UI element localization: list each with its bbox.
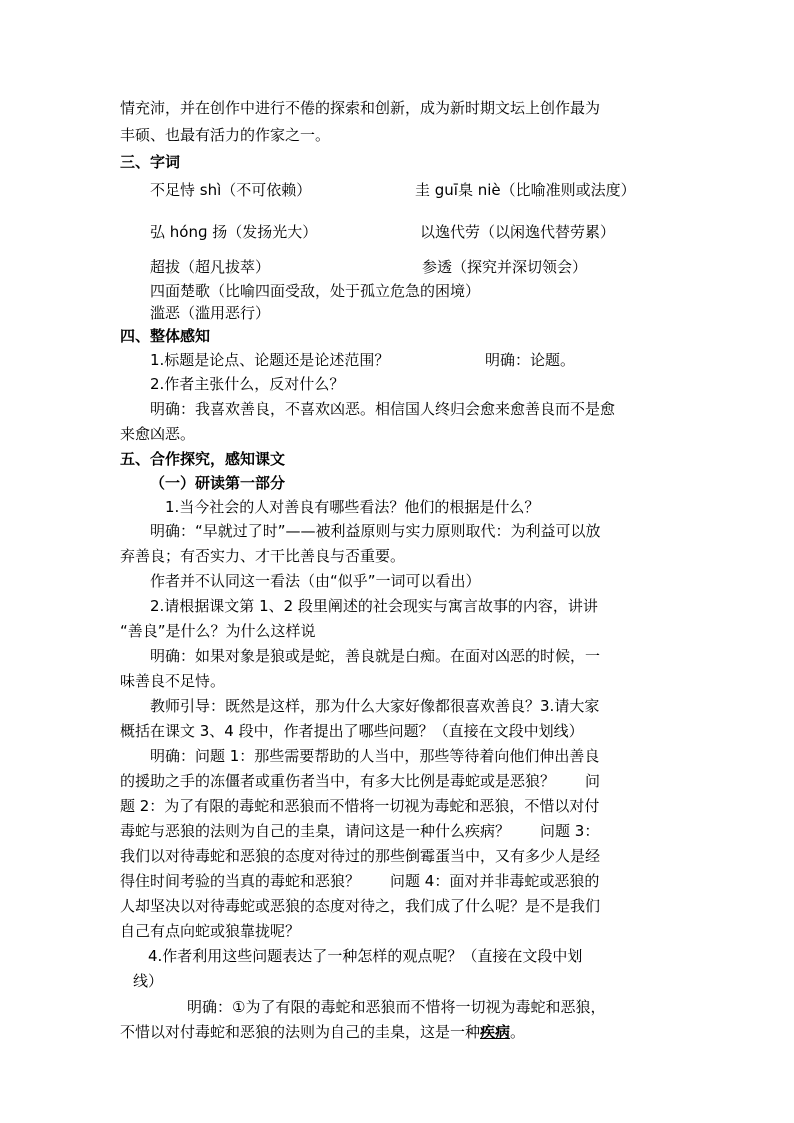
- body-line: 线）: [133, 972, 164, 990]
- body-line: 弃善良；有否实力、才干比善良与否重要。: [120, 547, 406, 565]
- body-line: 1.当今社会的人对善良有哪些看法？他们的根据是什么？: [165, 498, 540, 516]
- subsection-heading: （一）研读第一部分: [150, 474, 286, 492]
- body-line: 题 2：为了有限的毒蛇和恶狼而不惜将一切视为毒蛇和恶狼，不惜以对付: [120, 797, 600, 815]
- vocab-item: 滥恶（滥用恶行）: [150, 304, 271, 322]
- body-line: 得住时间考验的当真的毒蛇和恶狼？ 问题 4：面对并非毒蛇或恶狼的: [120, 872, 600, 890]
- body-text: 。: [510, 1023, 526, 1041]
- vocab-item: 参透（探究并深切领会）: [422, 258, 588, 276]
- answer: 明确：论题。: [485, 351, 576, 369]
- section-heading: 四、整体感知: [120, 327, 211, 345]
- body-line: 人却坚决以对待毒蛇或恶狼的态度对待之，我们成了什么呢？是不是我们: [120, 897, 601, 915]
- intro-line: 情充沛，并在创作中进行不倦的探索和创新，成为新时期文坛上创作最为: [120, 99, 601, 117]
- vocab-item: 超拔（超凡拔萃）: [150, 258, 271, 276]
- body-line: 毒蛇与恶狼的法则为自己的圭臬，请问这是一种什么疾病？ 问题 3：: [120, 822, 600, 840]
- vocab-item: 圭 guī臬 niè（比喻准则或法度）: [415, 181, 636, 199]
- vocab-item: 以逸代劳（以闲逸代替劳累）: [420, 223, 616, 241]
- section-heading: 五、合作探究，感知课文: [120, 450, 286, 468]
- body-text: 不惜以对付毒蛇和恶狼的法则为自己的圭臬，这是一种: [120, 1023, 481, 1041]
- emphasized-term: 疾病: [480, 1023, 511, 1041]
- question: 2.作者主张什么，反对什么？: [150, 375, 345, 393]
- section-heading: 三、字词: [120, 153, 181, 171]
- body-line: 概括在课文 3、4 段中，作者提出了哪些问题？（直接在文段中划线）: [120, 722, 584, 740]
- answer-line: 明确：我喜欢善良，不喜欢凶恶。相信国人终归会愈来愈善良而不是愈: [150, 400, 616, 418]
- body-line: 我们以对待毒蛇和恶狼的态度对待过的那些倒霉蛋当中，又有多少人是经: [120, 847, 601, 865]
- body-line: 明确：“早就过了时”——被利益原则与实力原则取代：为利益可以放: [150, 522, 601, 540]
- vocab-item: 不足恃 shì（不可依赖）: [150, 181, 312, 199]
- body-line: 2.请根据课文第 1、2 段里阐述的社会现实与寓言故事的内容，讲讲: [150, 597, 598, 615]
- body-line: 的援助之手的冻僵者或重伤者当中，有多大比例是毒蛇或是恶狼？ 问: [120, 772, 601, 790]
- body-line: [120, 1021, 525, 1043]
- body-line: 味善良不足恃。: [120, 672, 226, 690]
- body-line: 作者并不认同这一看法（由“似乎”一词可以看出）: [150, 572, 481, 590]
- intro-line: 丰硕、也最有活力的作家之一。: [120, 126, 331, 144]
- answer-line: 来愈凶恶。: [120, 425, 196, 443]
- question: 1.标题是论点、论题还是论述范围？: [150, 351, 390, 369]
- vocab-item: 四面楚歌（比喻四面受敌，处于孤立危急的困境）: [150, 282, 481, 300]
- body-line: 自己有点向蛇或狼靠拢呢？: [120, 922, 301, 940]
- body-line: 明确：如果对象是狼或是蛇，善良就是白痴。在面对凶恶的时候，一: [150, 647, 601, 665]
- body-line: 明确：①为了有限的毒蛇和恶狼而不惜将一切视为毒蛇和恶狼，: [187, 998, 606, 1016]
- body-line: 明确：问题 1：那些需要帮助的人当中，那些等待着向他们伸出善良: [150, 747, 600, 765]
- body-line: “善良”是什么？为什么这样说: [120, 622, 316, 640]
- body-line: 4.作者利用这些问题表达了一种怎样的观点呢？（直接在文段中划: [148, 947, 583, 965]
- body-line: 教师引导：既然是这样，那为什么大家好像都很喜欢善良？3.请大家: [150, 697, 600, 715]
- vocab-item: 弘 hónɡ 扬（发扬光大）: [150, 223, 318, 241]
